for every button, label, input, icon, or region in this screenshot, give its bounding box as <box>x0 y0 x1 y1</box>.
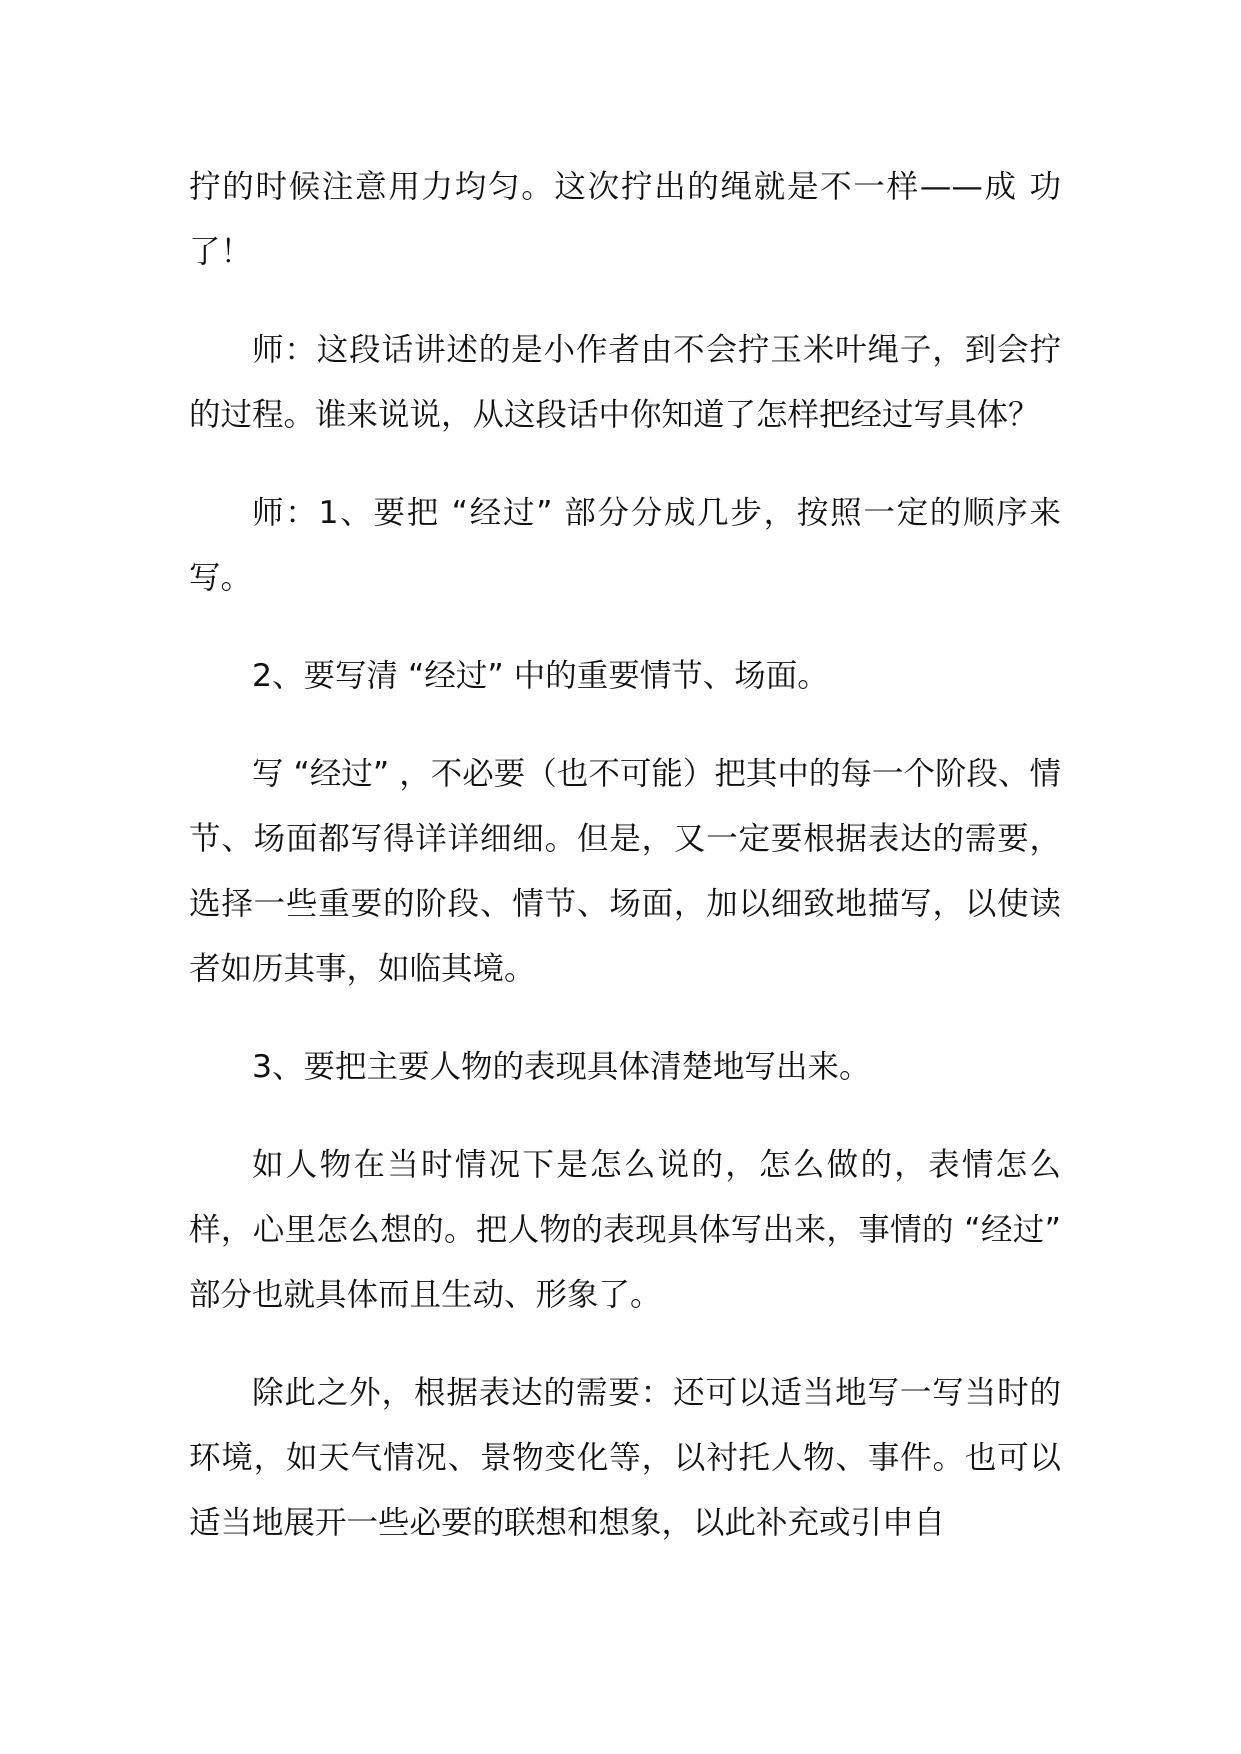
paragraph-point-2: 2、要写清 “经过” 中的重要情节、场面。 <box>252 658 829 694</box>
paragraph-point-3-detail: 如人物在当时情况下是怎么说的，怎么做的，表情怎么样，心里怎么想的。把人物的表现具体写出来，事情的 “经过” 部分也就具体而且生动、形象了。 <box>189 1147 1061 1313</box>
paragraph-additional: 除此之外，根据表达的需要：还可以适当地写一写当时的环境，如天气情况、景物变化等，以衬托人物、事件。也可以适当地展开一些必要的联想和想象，以此补充或引申自 <box>189 1375 1061 1541</box>
paragraph-point-1: 师：1、要把 “经过” 部分分成几步，按照一定的顺序来写。 <box>189 495 1061 596</box>
paragraph-teacher-question: 师：这段话讲述的是小作者由不会拧玉米叶绳子，到会拧的过程。谁来说说，从这段话中你知道了怎样把经过写具体？ <box>189 332 1061 433</box>
paragraph-point-2-detail: 写 “经过” ，不必要（也不可能）把其中的每一个阶段、情节、场面都写得详详细细。但是，又一定要根据表达的需要，选择一些重要的阶段、情节、场面，加以细致地描写，以使读者如历其事，如临其境。 <box>189 756 1061 987</box>
paragraph-point-3: 3、要把主要人物的表现具体清楚地写出来。 <box>252 1049 871 1085</box>
document-body <box>189 155 1061 1589</box>
paragraph-continuation: 拧的时候注意用力均匀。这次拧出的绳就是不一样——成 功了！ <box>189 169 1061 270</box>
